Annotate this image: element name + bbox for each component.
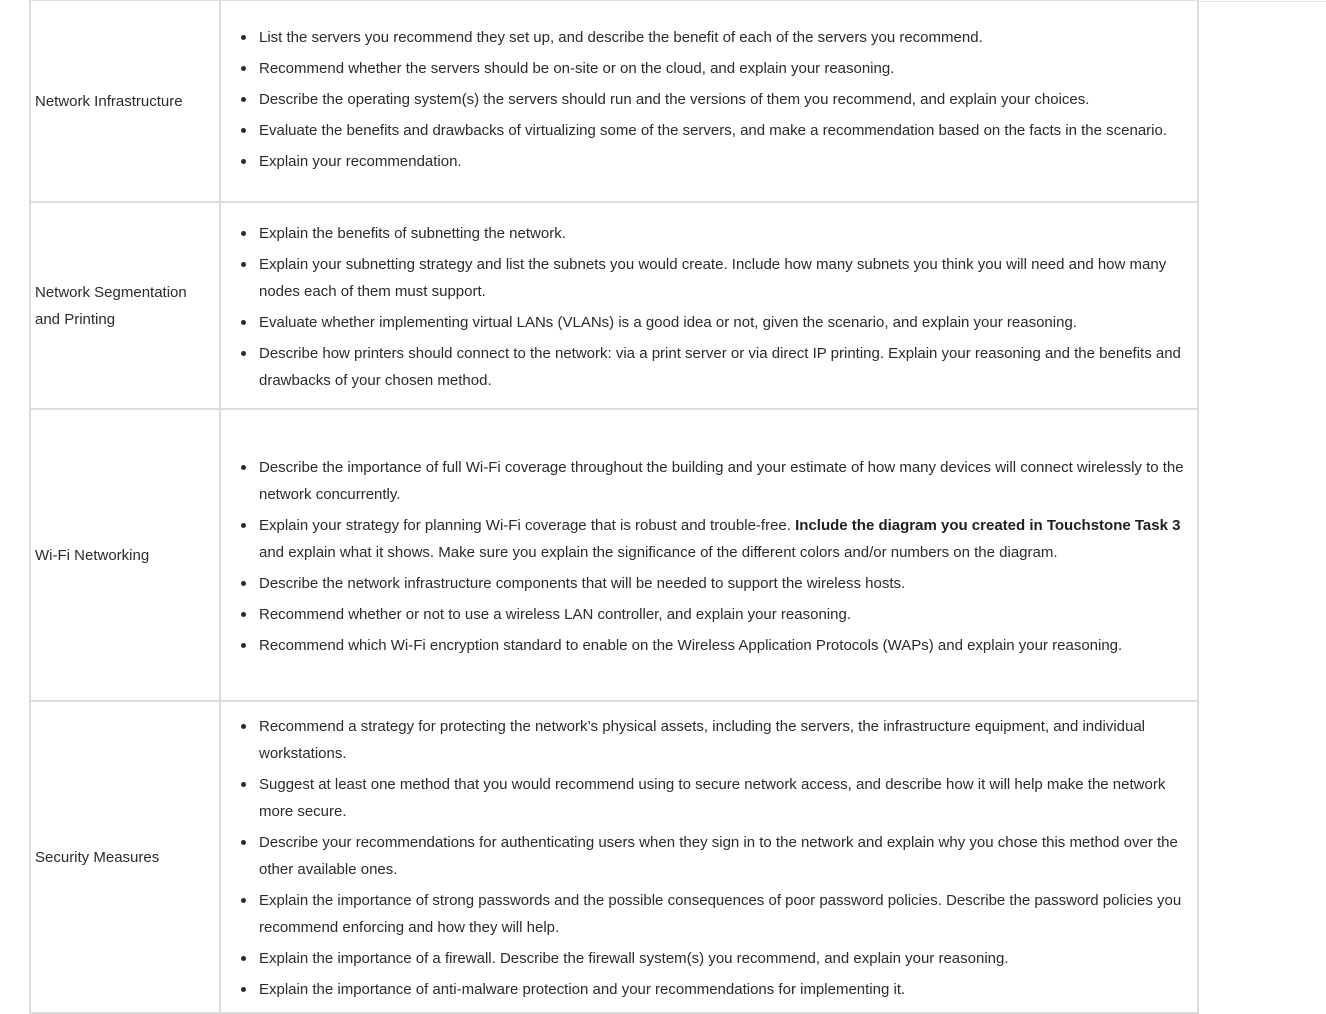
- table-row: [30, 409, 1198, 701]
- row-label: Security Measures: [35, 848, 160, 866]
- list-item: Recommend which Wi-Fi encryption standard to enable on the Wireless Application Protocols (WAPs) and explain your reasoning.: [259, 632, 1193, 659]
- bullet-list: [221, 448, 1197, 659]
- row-label: Network Infrastructure: [35, 92, 183, 110]
- list-item: Explain your subnetting strategy and list the subnets you would create. Include how many subnets you think you will need and how many nodes each of them must support.: [259, 251, 1193, 305]
- list-item: Describe the operating system(s) the servers should run and the versions of them you recommend, and explain your choices.: [259, 86, 1193, 113]
- table-row: [30, 202, 1198, 409]
- table-row: [30, 701, 1198, 1013]
- list-item: Describe how printers should connect to the network: via a print server or via direct IP printing. Explain your reasoning and the benefits and drawbacks of your chosen method.: [259, 340, 1193, 394]
- requirements-table: [29, 0, 1199, 1014]
- list-item: Recommend a strategy for protecting the network’s physical assets, including the servers, the infrastructure equipment, and individual workstations.: [259, 713, 1193, 767]
- list-item: [259, 512, 1193, 566]
- row-label-cell: [30, 202, 220, 409]
- list-item: Explain the importance of strong passwords and the possible consequences of poor password policies. Describe the password policies you recommend enforcing and how they will help.: [259, 887, 1193, 941]
- row-label: Wi-Fi Networking: [35, 546, 150, 564]
- list-item: Explain the importance of a firewall. Describe the firewall system(s) you recommend, and explain your reasoning.: [259, 945, 1193, 972]
- list-item: List the servers you recommend they set up, and describe the benefit of each of the servers you recommend.: [259, 24, 1193, 51]
- list-item: Explain the importance of anti-malware protection and your recommendations for implementing it.: [259, 976, 1193, 1003]
- list-item: Explain your recommendation.: [259, 148, 1193, 175]
- bullet-list: [221, 24, 1197, 175]
- list-item: Recommend whether or not to use a wireless LAN controller, and explain your reasoning.: [259, 601, 1193, 628]
- list-item: Describe your recommendations for authenticating users when they sign in to the network and explain why you chose this method over the other available ones.: [259, 829, 1193, 883]
- item-text: and explain what it shows. Make sure you explain the significance of the different colors and/or numbers on the diagram.: [259, 543, 1058, 561]
- row-content-cell: [220, 0, 1198, 202]
- top-divider: [1198, 1, 1326, 2]
- row-label-cell: [30, 0, 220, 202]
- row-content-cell: [220, 409, 1198, 701]
- bullet-list: [221, 214, 1197, 394]
- list-item: Suggest at least one method that you would recommend using to secure network access, and describe how it will help make the network more secure.: [259, 771, 1193, 825]
- row-label-cell: [30, 409, 220, 701]
- list-item: Evaluate whether implementing virtual LANs (VLANs) is a good idea or not, given the scenario, and explain your reasoning.: [259, 309, 1193, 336]
- list-item: Evaluate the benefits and drawbacks of virtualizing some of the servers, and make a recommendation based on the facts in the scenario.: [259, 117, 1193, 144]
- row-label-cell: [30, 701, 220, 1013]
- row-label: Network Segmentation and Printing: [35, 283, 187, 328]
- row-content-cell: [220, 701, 1198, 1013]
- list-item: Recommend whether the servers should be on-site or on the cloud, and explain your reasoning.: [259, 55, 1193, 82]
- table-row: [30, 0, 1198, 202]
- bullet-list: [221, 707, 1197, 1003]
- row-content-cell: [220, 202, 1198, 409]
- list-item: Describe the network infrastructure components that will be needed to support the wireless hosts.: [259, 570, 1193, 597]
- item-bold-text: Include the diagram you created in Touchstone Task 3: [795, 516, 1181, 534]
- list-item: Explain the benefits of subnetting the network.: [259, 220, 1193, 247]
- item-text: Explain your strategy for planning Wi-Fi coverage that is robust and trouble-free.: [259, 516, 796, 534]
- list-item: Describe the importance of full Wi-Fi coverage throughout the building and your estimate of how many devices will connect wirelessly to the network concurrently.: [259, 454, 1193, 508]
